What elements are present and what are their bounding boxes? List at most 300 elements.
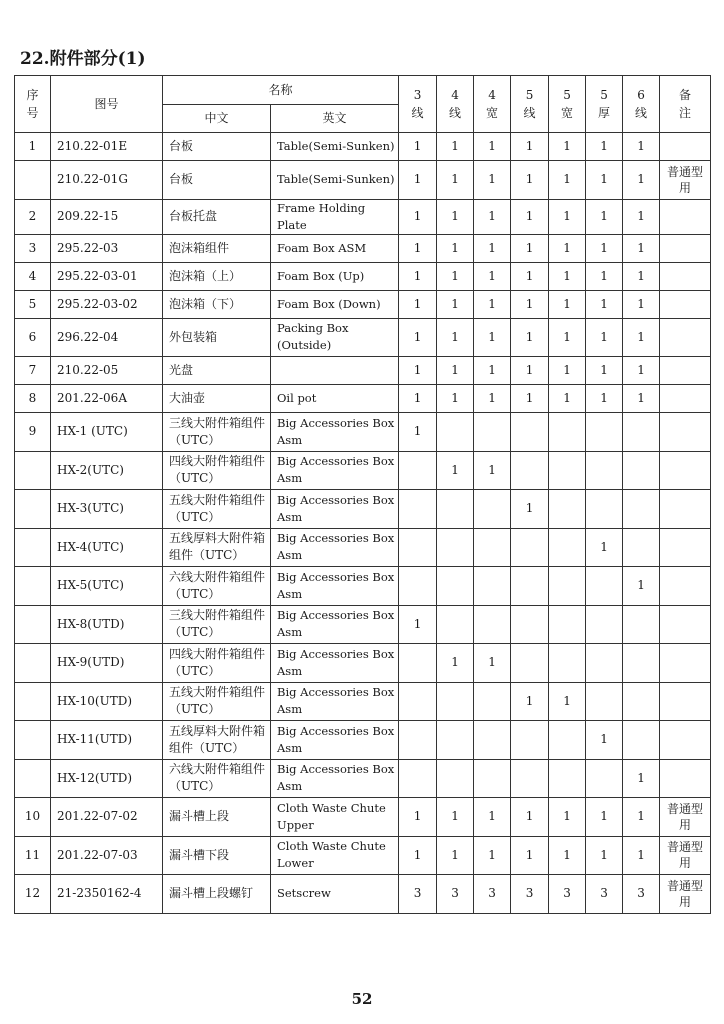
cell-qty <box>549 721 586 760</box>
cell-qty: 1 <box>623 759 660 798</box>
cell-qty: 1 <box>511 682 549 721</box>
cell-qty: 1 <box>549 798 586 837</box>
cell-qty <box>549 413 586 452</box>
cell-qty: 1 <box>549 357 586 385</box>
cell-qty: 1 <box>437 234 474 262</box>
cell-seq <box>15 451 51 490</box>
cell-qty: 1 <box>511 161 549 200</box>
cell-seq: 9 <box>15 413 51 452</box>
cell-qty: 1 <box>549 318 586 357</box>
cell-en: Table(Semi-Sunken) <box>271 161 399 200</box>
cell-note <box>660 199 711 234</box>
cell-qty <box>474 528 511 567</box>
cell-en: Big Accessories Box Asm <box>271 528 399 567</box>
parts-table <box>14 75 711 914</box>
cell-seq: 6 <box>15 318 51 357</box>
cell-note <box>660 528 711 567</box>
cell-code: 296.22-04 <box>51 318 163 357</box>
cell-qty <box>437 759 474 798</box>
cell-cn: 漏斗槽下段 <box>163 836 271 875</box>
cell-note <box>660 721 711 760</box>
cell-qty: 1 <box>474 133 511 161</box>
cell-note: 普通型用 <box>660 798 711 837</box>
cell-code: 295.22-03-01 <box>51 262 163 290</box>
section-title: 22.附件部分(1) <box>20 49 146 69</box>
cell-en: Foam Box (Down) <box>271 290 399 318</box>
cell-qty: 1 <box>623 161 660 200</box>
cell-note <box>660 318 711 357</box>
table-body <box>15 133 711 914</box>
cell-code: HX-2(UTC) <box>51 451 163 490</box>
cell-seq <box>15 528 51 567</box>
cell-qty <box>623 605 660 644</box>
table-row <box>15 721 711 760</box>
cell-cn: 台板托盘 <box>163 199 271 234</box>
table-row <box>15 528 711 567</box>
cell-qty <box>511 721 549 760</box>
cell-qty <box>399 528 437 567</box>
cell-qty: 1 <box>623 290 660 318</box>
table-row <box>15 490 711 529</box>
cell-qty: 1 <box>549 161 586 200</box>
cell-code: 210.22-01G <box>51 161 163 200</box>
cell-seq: 10 <box>15 798 51 837</box>
cell-qty <box>437 682 474 721</box>
cell-en: Big Accessories Box Asm <box>271 759 399 798</box>
cell-qty: 1 <box>586 721 623 760</box>
cell-qty: 1 <box>586 798 623 837</box>
cell-qty <box>623 644 660 683</box>
cell-qty <box>511 644 549 683</box>
cell-cn: 五线大附件箱组件（UTC） <box>163 682 271 721</box>
header-col-6: 6线 <box>623 76 660 133</box>
cell-qty: 1 <box>399 161 437 200</box>
cell-seq: 4 <box>15 262 51 290</box>
cell-cn: 四线大附件箱组件（UTC） <box>163 644 271 683</box>
cell-qty: 1 <box>511 385 549 413</box>
table-row <box>15 759 711 798</box>
cell-code: 210.22-05 <box>51 357 163 385</box>
cell-note <box>660 234 711 262</box>
cell-qty <box>549 759 586 798</box>
cell-qty <box>511 528 549 567</box>
cell-qty: 1 <box>399 318 437 357</box>
header-col-0: 3线 <box>399 76 437 133</box>
cell-code: HX-11(UTD) <box>51 721 163 760</box>
table-row <box>15 451 711 490</box>
cell-qty <box>586 605 623 644</box>
cell-qty: 1 <box>511 290 549 318</box>
cell-qty: 1 <box>623 567 660 606</box>
cell-note: 普通型用 <box>660 836 711 875</box>
cell-en: Big Accessories Box Asm <box>271 682 399 721</box>
cell-code: 21-2350162-4 <box>51 875 163 914</box>
cell-qty: 1 <box>399 290 437 318</box>
cell-seq: 1 <box>15 133 51 161</box>
table-row <box>15 234 711 262</box>
table-row <box>15 385 711 413</box>
cell-note <box>660 133 711 161</box>
cell-qty: 1 <box>437 357 474 385</box>
cell-qty: 1 <box>437 262 474 290</box>
cell-cn: 大油壶 <box>163 385 271 413</box>
cell-qty: 1 <box>474 234 511 262</box>
cell-qty: 3 <box>399 875 437 914</box>
cell-qty: 1 <box>511 318 549 357</box>
cell-qty: 1 <box>399 385 437 413</box>
cell-note <box>660 490 711 529</box>
cell-qty <box>549 528 586 567</box>
cell-qty: 1 <box>399 836 437 875</box>
cell-qty: 1 <box>474 385 511 413</box>
cell-seq <box>15 161 51 200</box>
header-col-5: 5厚 <box>586 76 623 133</box>
cell-note <box>660 413 711 452</box>
cell-qty <box>511 605 549 644</box>
cell-seq: 3 <box>15 234 51 262</box>
cell-qty: 1 <box>549 682 586 721</box>
cell-qty: 1 <box>511 262 549 290</box>
cell-qty: 1 <box>437 318 474 357</box>
cell-seq <box>15 567 51 606</box>
cell-qty <box>623 528 660 567</box>
cell-qty: 1 <box>399 199 437 234</box>
cell-qty: 1 <box>511 357 549 385</box>
header-en: 英文 <box>271 105 399 133</box>
cell-code: 201.22-07-03 <box>51 836 163 875</box>
cell-note <box>660 385 711 413</box>
cell-qty: 3 <box>474 875 511 914</box>
cell-qty <box>549 644 586 683</box>
cell-qty <box>623 413 660 452</box>
cell-cn: 五线大附件箱组件（UTC） <box>163 490 271 529</box>
cell-qty <box>437 528 474 567</box>
cell-code: HX-3(UTC) <box>51 490 163 529</box>
cell-cn: 外包装箱 <box>163 318 271 357</box>
cell-qty <box>399 567 437 606</box>
cell-qty: 1 <box>437 644 474 683</box>
cell-qty: 1 <box>399 234 437 262</box>
cell-note: 普通型用 <box>660 875 711 914</box>
cell-qty: 1 <box>623 234 660 262</box>
cell-qty: 1 <box>623 318 660 357</box>
table-row <box>15 605 711 644</box>
cell-qty: 1 <box>511 133 549 161</box>
cell-cn: 泡沫箱（上） <box>163 262 271 290</box>
cell-note <box>660 759 711 798</box>
cell-qty: 1 <box>399 605 437 644</box>
cell-qty <box>474 605 511 644</box>
cell-en: Big Accessories Box Asm <box>271 644 399 683</box>
header-row-1 <box>15 76 711 105</box>
cell-qty: 1 <box>511 234 549 262</box>
header-col-3: 5线 <box>511 76 549 133</box>
cell-seq: 11 <box>15 836 51 875</box>
cell-qty: 1 <box>586 385 623 413</box>
cell-qty: 1 <box>399 133 437 161</box>
cell-qty <box>511 451 549 490</box>
cell-qty: 1 <box>511 836 549 875</box>
cell-qty: 1 <box>399 357 437 385</box>
cell-code: HX-4(UTC) <box>51 528 163 567</box>
cell-qty: 1 <box>399 262 437 290</box>
cell-en: Big Accessories Box Asm <box>271 605 399 644</box>
cell-cn: 六线大附件箱组件（UTC） <box>163 567 271 606</box>
cell-note <box>660 290 711 318</box>
cell-qty <box>437 605 474 644</box>
cell-qty: 1 <box>549 199 586 234</box>
cell-qty <box>549 451 586 490</box>
cell-seq <box>15 490 51 529</box>
cell-cn: 漏斗槽上段 <box>163 798 271 837</box>
cell-code: 295.22-03 <box>51 234 163 262</box>
cell-en: Foam Box (Up) <box>271 262 399 290</box>
cell-en: Cloth Waste Chute Lower <box>271 836 399 875</box>
cell-qty <box>474 721 511 760</box>
cell-qty: 1 <box>474 644 511 683</box>
cell-en: Big Accessories Box Asm <box>271 567 399 606</box>
cell-qty: 1 <box>474 798 511 837</box>
cell-qty: 1 <box>437 451 474 490</box>
cell-note <box>660 644 711 683</box>
table-row <box>15 644 711 683</box>
page-number: 52 <box>351 990 373 1008</box>
cell-cn: 漏斗槽上段螺钉 <box>163 875 271 914</box>
cell-qty: 3 <box>623 875 660 914</box>
cell-seq: 12 <box>15 875 51 914</box>
cell-cn: 六线大附件箱组件（UTC） <box>163 759 271 798</box>
cell-qty: 1 <box>586 199 623 234</box>
cell-qty: 1 <box>549 385 586 413</box>
cell-qty <box>474 490 511 529</box>
cell-qty: 1 <box>474 836 511 875</box>
cell-qty: 3 <box>437 875 474 914</box>
cell-qty: 1 <box>549 836 586 875</box>
cell-qty <box>549 605 586 644</box>
cell-qty: 1 <box>586 357 623 385</box>
cell-seq <box>15 721 51 760</box>
cell-qty: 1 <box>586 133 623 161</box>
cell-qty <box>511 413 549 452</box>
cell-seq <box>15 759 51 798</box>
cell-cn: 台板 <box>163 161 271 200</box>
cell-qty <box>623 721 660 760</box>
cell-en <box>271 357 399 385</box>
table-row <box>15 133 711 161</box>
cell-en: Frame Holding Plate <box>271 199 399 234</box>
cell-qty <box>474 413 511 452</box>
cell-code: 210.22-01E <box>51 133 163 161</box>
cell-qty <box>437 490 474 529</box>
cell-qty <box>623 682 660 721</box>
cell-qty: 1 <box>623 798 660 837</box>
cell-note <box>660 682 711 721</box>
cell-en: Big Accessories Box Asm <box>271 413 399 452</box>
header-col-2: 4宽 <box>474 76 511 133</box>
cell-code: HX-1 (UTC) <box>51 413 163 452</box>
cell-qty <box>586 644 623 683</box>
cell-qty <box>437 567 474 606</box>
cell-qty <box>511 759 549 798</box>
cell-qty <box>623 490 660 529</box>
cell-qty: 1 <box>437 161 474 200</box>
cell-cn: 台板 <box>163 133 271 161</box>
cell-cn: 三线大附件箱组件（UTC） <box>163 605 271 644</box>
table-row <box>15 836 711 875</box>
header-name: 名称 <box>163 76 399 105</box>
cell-qty: 1 <box>623 836 660 875</box>
header-col-1: 4线 <box>437 76 474 133</box>
cell-qty <box>586 759 623 798</box>
cell-note <box>660 357 711 385</box>
cell-code: 295.22-03-02 <box>51 290 163 318</box>
cell-cn: 五线厚料大附件箱组件（UTC） <box>163 721 271 760</box>
cell-en: Oil pot <box>271 385 399 413</box>
table-row <box>15 318 711 357</box>
table-row <box>15 567 711 606</box>
cell-en: Setscrew <box>271 875 399 914</box>
cell-qty <box>511 567 549 606</box>
cell-seq: 8 <box>15 385 51 413</box>
cell-qty: 1 <box>474 290 511 318</box>
cell-qty <box>474 759 511 798</box>
cell-qty: 1 <box>399 798 437 837</box>
cell-qty: 1 <box>437 798 474 837</box>
cell-qty: 1 <box>586 836 623 875</box>
cell-code: 209.22-15 <box>51 199 163 234</box>
cell-qty: 3 <box>586 875 623 914</box>
cell-qty <box>437 721 474 760</box>
cell-cn: 三线大附件箱组件（UTC） <box>163 413 271 452</box>
header-cn: 中文 <box>163 105 271 133</box>
cell-qty: 1 <box>437 290 474 318</box>
cell-qty: 1 <box>549 234 586 262</box>
header-col-4: 5宽 <box>549 76 586 133</box>
cell-qty: 1 <box>474 357 511 385</box>
cell-cn: 泡沫箱（下） <box>163 290 271 318</box>
cell-en: Packing Box (Outside) <box>271 318 399 357</box>
cell-en: Big Accessories Box Asm <box>271 451 399 490</box>
cell-seq: 5 <box>15 290 51 318</box>
cell-qty: 1 <box>437 133 474 161</box>
table-row <box>15 875 711 914</box>
table-row <box>15 199 711 234</box>
cell-qty: 1 <box>549 133 586 161</box>
table-row <box>15 682 711 721</box>
cell-qty <box>586 490 623 529</box>
cell-qty <box>399 682 437 721</box>
cell-note: 普通型用 <box>660 161 711 200</box>
cell-code: 201.22-07-02 <box>51 798 163 837</box>
table-row <box>15 262 711 290</box>
cell-en: Table(Semi-Sunken) <box>271 133 399 161</box>
cell-qty: 1 <box>549 290 586 318</box>
cell-qty: 1 <box>437 199 474 234</box>
cell-qty: 1 <box>586 528 623 567</box>
header-seq: 序号 <box>15 76 51 133</box>
cell-qty: 1 <box>437 836 474 875</box>
cell-note <box>660 567 711 606</box>
cell-seq: 2 <box>15 199 51 234</box>
cell-en: Foam Box ASM <box>271 234 399 262</box>
cell-cn: 四线大附件箱组件（UTC） <box>163 451 271 490</box>
cell-seq <box>15 605 51 644</box>
cell-qty: 1 <box>586 161 623 200</box>
cell-code: HX-8(UTD) <box>51 605 163 644</box>
cell-seq <box>15 682 51 721</box>
cell-qty: 1 <box>586 318 623 357</box>
cell-qty <box>586 567 623 606</box>
cell-cn: 光盘 <box>163 357 271 385</box>
cell-qty <box>399 721 437 760</box>
cell-note <box>660 451 711 490</box>
cell-qty <box>586 413 623 452</box>
cell-qty: 1 <box>474 199 511 234</box>
cell-qty <box>399 759 437 798</box>
cell-qty: 1 <box>474 318 511 357</box>
table-row <box>15 290 711 318</box>
cell-qty <box>623 451 660 490</box>
cell-en: Big Accessories Box Asm <box>271 721 399 760</box>
cell-qty <box>586 451 623 490</box>
cell-qty: 1 <box>549 262 586 290</box>
table-row <box>15 357 711 385</box>
cell-en: Big Accessories Box Asm <box>271 490 399 529</box>
cell-qty: 1 <box>474 161 511 200</box>
cell-qty <box>474 682 511 721</box>
cell-qty <box>437 413 474 452</box>
cell-note <box>660 605 711 644</box>
cell-qty: 1 <box>586 262 623 290</box>
cell-qty: 1 <box>623 385 660 413</box>
cell-qty: 1 <box>474 451 511 490</box>
cell-qty: 1 <box>399 413 437 452</box>
table-row <box>15 161 711 200</box>
cell-qty <box>399 644 437 683</box>
cell-code: HX-9(UTD) <box>51 644 163 683</box>
cell-qty: 3 <box>511 875 549 914</box>
cell-qty: 1 <box>511 490 549 529</box>
cell-qty: 1 <box>586 234 623 262</box>
cell-qty: 1 <box>437 385 474 413</box>
cell-qty <box>549 567 586 606</box>
cell-code: HX-12(UTD) <box>51 759 163 798</box>
table-row <box>15 798 711 837</box>
cell-qty: 1 <box>623 199 660 234</box>
cell-cn: 泡沫箱组件 <box>163 234 271 262</box>
cell-qty: 1 <box>623 133 660 161</box>
cell-qty <box>399 451 437 490</box>
cell-qty <box>549 490 586 529</box>
cell-qty <box>586 682 623 721</box>
cell-qty: 1 <box>623 357 660 385</box>
cell-note <box>660 262 711 290</box>
cell-seq <box>15 644 51 683</box>
cell-qty: 1 <box>623 262 660 290</box>
cell-qty: 1 <box>474 262 511 290</box>
cell-seq: 7 <box>15 357 51 385</box>
cell-qty: 3 <box>549 875 586 914</box>
cell-code: HX-10(UTD) <box>51 682 163 721</box>
cell-en: Cloth Waste Chute Upper <box>271 798 399 837</box>
table-row <box>15 413 711 452</box>
cell-code: HX-5(UTC) <box>51 567 163 606</box>
cell-qty: 1 <box>511 199 549 234</box>
header-note: 备注 <box>660 76 711 133</box>
header-code: 图号 <box>51 76 163 133</box>
cell-qty <box>399 490 437 529</box>
cell-qty <box>474 567 511 606</box>
